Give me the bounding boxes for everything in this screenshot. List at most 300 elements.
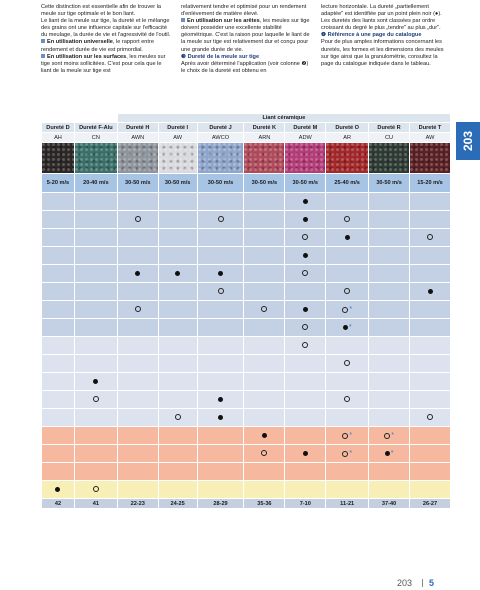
fit-ring-icon	[218, 216, 224, 222]
suitability-cell	[198, 265, 244, 282]
asterisk-icon: *	[349, 450, 353, 457]
suitability-cell	[326, 481, 368, 498]
suitability-cell	[118, 283, 158, 300]
suitability-cell	[198, 355, 244, 372]
speed-row-cell: 15-20 m/s	[410, 174, 450, 192]
intro-paragraph	[321, 4, 451, 32]
partial-fit-dot-icon	[135, 271, 140, 276]
suitability-cell	[118, 409, 158, 426]
grade-header-row-cell: Dureté J	[198, 123, 244, 132]
suitability-cell	[198, 391, 244, 408]
speed-row-cell: 30-50 m/s	[244, 174, 284, 192]
suitability-cell	[159, 427, 197, 444]
suitability-cell	[198, 481, 244, 498]
suitability-row	[42, 301, 450, 318]
suitability-cell	[244, 445, 284, 462]
fit-ring-icon	[344, 360, 350, 366]
hardness-table	[41, 113, 451, 509]
suitability-cell	[118, 481, 158, 498]
suitability-cell	[118, 319, 158, 336]
intro-text	[41, 4, 451, 75]
suitability-cell	[285, 283, 325, 300]
intro-text-run: Le liant de la meule sur tige, la dureté et le mélange des grains ont une influence capitale sur l'efficacité du meulage, la durée de vie et l'agressivité de l'outil.	[41, 18, 171, 39]
suitability-cell	[326, 229, 368, 246]
suitability-cell	[285, 265, 325, 282]
suitability-cell	[244, 193, 284, 210]
suitability-cell	[285, 427, 325, 444]
asterisk-icon: *	[349, 306, 353, 313]
suitability-cell	[244, 229, 284, 246]
suitability-cell	[42, 373, 74, 390]
suitability-cell	[326, 463, 368, 480]
intro-heading: ❹ Référence à une page du catalogue	[321, 32, 422, 39]
suitability-cell	[244, 355, 284, 372]
code-row-cell: AWCO	[198, 133, 244, 142]
suitability-cell	[369, 283, 409, 300]
suitability-row	[42, 463, 450, 480]
suitability-cell	[244, 481, 284, 498]
code-row-cell: CN	[75, 133, 117, 142]
catalogue-page-row-cell: 28-29	[198, 499, 244, 508]
fit-ring-icon	[427, 414, 433, 420]
suitability-cell	[159, 211, 197, 228]
suitability-cell	[75, 355, 117, 372]
suitability-cell	[118, 229, 158, 246]
suitability-row	[42, 391, 450, 408]
asterisk-icon: *	[348, 324, 352, 331]
partial-fit-dot-icon	[343, 325, 348, 330]
suitability-cell	[285, 409, 325, 426]
code-row-cell: ADW	[285, 133, 325, 142]
suitability-cell	[118, 265, 158, 282]
intro-paragraph	[41, 4, 171, 18]
code-row-cell: AR	[326, 133, 368, 142]
suitability-cell	[285, 229, 325, 246]
suitability-cell	[75, 337, 117, 354]
suitability-cell	[369, 301, 409, 318]
suitability-cell	[285, 373, 325, 390]
suitability-cell	[326, 211, 368, 228]
suitability-cell	[42, 283, 74, 300]
suitability-cell	[410, 301, 450, 318]
fit-ring-icon	[302, 234, 308, 240]
intro-paragraph	[181, 54, 311, 61]
suitability-cell	[410, 355, 450, 372]
suitability-cell	[198, 283, 244, 300]
fit-ring-icon	[261, 450, 267, 456]
suitability-cell	[198, 247, 244, 264]
suitability-cell	[198, 211, 244, 228]
partial-fit-dot-icon	[303, 217, 308, 222]
intro-column-1	[41, 4, 171, 75]
fit-ring-icon	[261, 306, 267, 312]
suitability-cell	[326, 373, 368, 390]
suitability-row	[42, 211, 450, 228]
grade-header-row-cell: Dureté R	[369, 123, 409, 132]
code-row-cell: CU	[369, 133, 409, 142]
code-row-cell: AW	[410, 133, 450, 142]
suitability-cell	[369, 229, 409, 246]
suitability-cell	[244, 283, 284, 300]
suitability-cell	[326, 193, 368, 210]
suitability-cell	[369, 193, 409, 210]
suitability-cell	[369, 445, 409, 462]
speed-row-cell: 30-50 m/s	[369, 174, 409, 192]
suitability-cell	[42, 337, 74, 354]
suitability-cell	[118, 427, 158, 444]
intro-paragraph	[321, 39, 451, 67]
fit-ring-icon	[302, 270, 308, 276]
suitability-cell	[369, 247, 409, 264]
partial-fit-dot-icon	[93, 379, 98, 384]
fit-ring-icon	[344, 288, 350, 294]
suitability-row	[42, 229, 450, 246]
suitability-cell	[159, 283, 197, 300]
grade-header-row-cell: Dureté K	[244, 123, 284, 132]
suitability-cell	[410, 193, 450, 210]
suitability-cell	[244, 427, 284, 444]
suitability-cell	[118, 355, 158, 372]
catalogue-page-row-cell: 24-25	[159, 499, 197, 508]
partial-fit-dot-icon	[303, 307, 308, 312]
suitability-cell	[75, 301, 117, 318]
code-row-cell: ARN	[244, 133, 284, 142]
grain-texture-swatch	[410, 143, 450, 173]
suitability-cell	[75, 319, 117, 336]
fit-ring-icon	[384, 433, 390, 439]
binder-title-row	[42, 114, 450, 122]
suitability-cell	[410, 409, 450, 426]
suitability-row	[42, 427, 450, 444]
suitability-cell	[42, 319, 74, 336]
catalogue-page-row-cell: 42	[42, 499, 74, 508]
intro-text-run: Cette distinction est essentielle afin de trouver la meule sur tige optimale et le bon liant.	[41, 4, 162, 18]
intro-paragraph	[41, 18, 171, 39]
suitability-row	[42, 409, 450, 426]
suitability-cell	[198, 445, 244, 462]
fit-ring-icon	[93, 486, 99, 492]
section-tab-label: 203	[461, 130, 475, 152]
suitability-cell	[118, 337, 158, 354]
suitability-cell	[285, 247, 325, 264]
suitability-cell	[75, 481, 117, 498]
speed-row-cell: 30-50 m/s	[198, 174, 244, 192]
suitability-cell	[326, 355, 368, 372]
suitability-row	[42, 337, 450, 354]
grade-header-row-cell: Dureté F-Alu	[75, 123, 117, 132]
suitability-cell	[410, 481, 450, 498]
suitability-cell	[369, 373, 409, 390]
fit-ring-icon	[302, 342, 308, 348]
bullet-square-icon	[41, 39, 45, 43]
catalogue-page-row-cell: 11-21	[326, 499, 368, 508]
intro-column-3	[321, 4, 451, 75]
partial-fit-dot-icon	[303, 451, 308, 456]
suitability-cell	[159, 373, 197, 390]
footer-divider	[422, 579, 423, 587]
suitability-cell	[198, 373, 244, 390]
suitability-cell	[326, 265, 368, 282]
suitability-cell	[244, 319, 284, 336]
suitability-cell	[244, 265, 284, 282]
section-number: 5	[429, 578, 435, 588]
suitability-cell	[326, 445, 368, 462]
asterisk-icon: *	[349, 432, 353, 439]
grain-texture-swatch	[244, 143, 284, 173]
bullet-square-icon	[41, 54, 45, 58]
suitability-cell	[159, 247, 197, 264]
suitability-cell	[75, 193, 117, 210]
suitability-cell	[369, 211, 409, 228]
suitability-row	[42, 481, 450, 498]
suitability-cell	[75, 409, 117, 426]
suitability-cell	[75, 283, 117, 300]
suitability-cell	[42, 445, 74, 462]
suitability-cell	[326, 247, 368, 264]
partial-fit-dot-icon	[55, 487, 60, 492]
grain-texture-swatch	[75, 143, 117, 173]
fit-ring-icon	[135, 306, 141, 312]
partial-fit-dot-icon	[303, 253, 308, 258]
speed-row-cell: 25-40 m/s	[326, 174, 368, 192]
partial-fit-dot-icon	[428, 289, 433, 294]
fit-ring-icon	[93, 396, 99, 402]
suitability-cell	[285, 301, 325, 318]
suitability-cell	[369, 427, 409, 444]
grade-header-row	[42, 123, 450, 132]
page-number: 203	[397, 578, 413, 588]
suitability-cell	[42, 481, 74, 498]
suitability-cell	[326, 301, 368, 318]
grade-header-row-cell: Dureté I	[159, 123, 197, 132]
texture-swatch-row	[42, 143, 450, 173]
suitability-cell	[75, 373, 117, 390]
speed-row-cell: 30-50 m/s	[159, 174, 197, 192]
intro-text-run: lecture horizontale. La dureté „partiellement adaptée" est identifiée par un point plein noir (●). Les duretés des liants sont classées par ordre croissant du degré le plus „tendre" au plus „dur".	[321, 4, 442, 32]
suitability-cell	[75, 211, 117, 228]
grade-header-row-cell: Dureté T	[410, 123, 450, 132]
catalogue-page-row-cell: 35-36	[244, 499, 284, 508]
suitability-cell	[118, 391, 158, 408]
suitability-cell	[244, 211, 284, 228]
suitability-cell	[410, 283, 450, 300]
catalogue-page-row-cell: 41	[75, 499, 117, 508]
suitability-cell	[326, 391, 368, 408]
catalogue-page-row	[42, 499, 450, 508]
speed-row-cell: 5-20 m/s	[42, 174, 74, 192]
partial-fit-dot-icon	[303, 199, 308, 204]
partial-fit-dot-icon	[262, 433, 267, 438]
grain-texture-swatch	[369, 143, 409, 173]
intro-text-run: , les meules sur tige sont moins sollicitées. C'est pour cela que le liant de la meule sur tige est	[41, 53, 166, 74]
suitability-cell	[410, 391, 450, 408]
suitability-cell	[369, 319, 409, 336]
suitability-cell	[410, 319, 450, 336]
suitability-cell	[75, 463, 117, 480]
suitability-cell	[285, 319, 325, 336]
fit-ring-icon	[218, 288, 224, 294]
suitability-row	[42, 193, 450, 210]
intro-text-run: Après avoir déterminé l'application (voir colonne ❷) le choix de la dureté est obtenu en	[181, 60, 309, 74]
intro-bold: En utilisation universelle	[47, 39, 113, 46]
asterisk-icon: *	[390, 450, 394, 457]
intro-bold: En utilisation sur les arêtes	[187, 18, 260, 25]
suitability-cell	[410, 247, 450, 264]
fit-ring-icon	[175, 414, 181, 420]
suitability-cell	[75, 229, 117, 246]
suitability-cell	[75, 427, 117, 444]
grain-texture-swatch	[326, 143, 368, 173]
speed-row-cell: 30-50 m/s	[118, 174, 158, 192]
suitability-cell	[198, 301, 244, 318]
suitability-cell	[42, 391, 74, 408]
suitability-cell	[118, 301, 158, 318]
intro-text-run: relativement tendre et optimisé pour un rendement d'enlèvement de matière élevé.	[181, 4, 307, 18]
suitability-cell	[118, 193, 158, 210]
fit-ring-icon	[344, 216, 350, 222]
code-row-cell: AW	[159, 133, 197, 142]
suitability-cell	[369, 265, 409, 282]
suitability-cell	[285, 337, 325, 354]
grade-header-row-cell: Dureté H	[118, 123, 158, 132]
binder-title: Liant céramique	[118, 114, 450, 122]
fit-ring-icon	[344, 396, 350, 402]
speed-row-cell: 30-50 m/s	[285, 174, 325, 192]
suitability-cell	[244, 391, 284, 408]
suitability-cell	[326, 319, 368, 336]
suitability-cell	[159, 265, 197, 282]
suitability-cell	[369, 409, 409, 426]
suitability-cell	[410, 229, 450, 246]
suitability-cell	[326, 283, 368, 300]
section-tab[interactable]	[456, 122, 480, 160]
suitability-row	[42, 355, 450, 372]
suitability-cell	[159, 229, 197, 246]
grain-texture-swatch	[42, 143, 74, 173]
partial-fit-dot-icon	[218, 271, 223, 276]
suitability-cell	[42, 229, 74, 246]
catalogue-page-row-cell: 7-10	[285, 499, 325, 508]
partial-fit-dot-icon	[345, 235, 350, 240]
suitability-cell	[198, 337, 244, 354]
intro-paragraph	[181, 18, 311, 53]
fit-ring-icon	[302, 324, 308, 330]
suitability-cell	[42, 265, 74, 282]
suitability-cell	[42, 355, 74, 372]
suitability-cell	[75, 445, 117, 462]
suitability-cell	[244, 301, 284, 318]
suitability-cell	[285, 355, 325, 372]
fit-ring-icon	[342, 433, 348, 439]
suitability-cell	[244, 373, 284, 390]
suitability-cell	[369, 481, 409, 498]
suitability-cell	[159, 391, 197, 408]
intro-column-2	[181, 4, 311, 75]
suitability-cell	[198, 319, 244, 336]
suitability-cell	[285, 463, 325, 480]
suitability-cell	[159, 337, 197, 354]
grain-texture-swatch	[285, 143, 325, 173]
suitability-cell	[410, 337, 450, 354]
suitability-cell	[369, 355, 409, 372]
suitability-row	[42, 265, 450, 282]
speed-row-cell: 20-40 m/s	[75, 174, 117, 192]
suitability-row	[42, 247, 450, 264]
grain-texture-swatch	[198, 143, 244, 173]
intro-text-run: , les meules sur tige doivent posséder une excellente stabilité géométrique. C'est la raison pour laquelle le liant de la meule sur tige est relativement dur et conçu pour une grande durée de vie.	[181, 18, 310, 53]
fit-ring-icon	[135, 216, 141, 222]
suitability-row	[42, 373, 450, 390]
code-row	[42, 133, 450, 142]
suitability-cell	[326, 427, 368, 444]
suitability-cell	[159, 355, 197, 372]
grain-texture-swatch	[118, 143, 158, 173]
suitability-row	[42, 283, 450, 300]
suitability-cell	[118, 445, 158, 462]
suitability-cell	[159, 445, 197, 462]
partial-fit-dot-icon	[385, 451, 390, 456]
suitability-cell	[369, 463, 409, 480]
suitability-cell	[75, 391, 117, 408]
suitability-row	[42, 319, 450, 336]
grade-header-row-cell: Dureté M	[285, 123, 325, 132]
suitability-cell	[244, 409, 284, 426]
suitability-row	[42, 445, 450, 462]
intro-heading: ❸ Dureté de la meule sur tige	[181, 53, 260, 60]
code-row-cell: AH	[42, 133, 74, 142]
suitability-cell	[42, 211, 74, 228]
code-row-cell: AWN	[118, 133, 158, 142]
suitability-cell	[118, 247, 158, 264]
grade-header-row-cell: Dureté D	[42, 123, 74, 132]
intro-bold: En utilisation sur les surfaces	[47, 53, 127, 60]
suitability-cell	[159, 463, 197, 480]
asterisk-icon: *	[391, 432, 394, 439]
partial-fit-dot-icon	[175, 271, 180, 276]
suitability-cell	[326, 409, 368, 426]
suitability-cell	[75, 265, 117, 282]
bullet-square-icon	[181, 18, 185, 22]
suitability-cell	[159, 409, 197, 426]
suitability-cell	[285, 481, 325, 498]
fit-ring-icon	[342, 307, 348, 313]
suitability-cell	[159, 193, 197, 210]
suitability-cell	[118, 211, 158, 228]
suitability-cell	[410, 265, 450, 282]
suitability-cell	[42, 463, 74, 480]
suitability-cell	[285, 193, 325, 210]
suitability-cell	[244, 247, 284, 264]
intro-text-run: , le rapport entre rendement et durée de vie est primordial.	[41, 39, 154, 53]
suitability-cell	[410, 427, 450, 444]
suitability-cell	[198, 229, 244, 246]
suitability-cell	[410, 463, 450, 480]
suitability-cell	[198, 463, 244, 480]
suitability-cell	[159, 319, 197, 336]
suitability-cell	[198, 427, 244, 444]
suitability-cell	[244, 337, 284, 354]
partial-fit-dot-icon	[218, 397, 223, 402]
grain-texture-swatch	[159, 143, 197, 173]
suitability-cell	[159, 301, 197, 318]
suitability-cell	[410, 211, 450, 228]
suitability-cell	[118, 373, 158, 390]
catalogue-page-row-cell: 26-27	[410, 499, 450, 508]
suitability-cell	[159, 481, 197, 498]
suitability-cell	[198, 409, 244, 426]
suitability-cell	[118, 463, 158, 480]
catalogue-page-row-cell: 37-40	[369, 499, 409, 508]
